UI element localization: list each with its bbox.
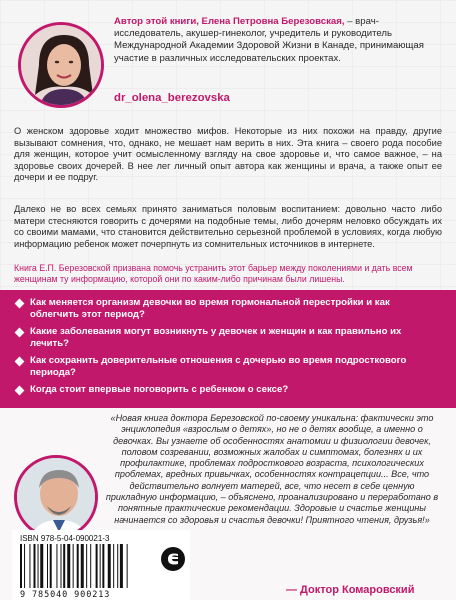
barcode-bar: [77, 544, 79, 588]
question-item: [16, 297, 436, 321]
question-item: [16, 355, 436, 379]
doctor-photo: [14, 455, 98, 539]
review-text: «Новая книга доктора Березовской по-своему уникальна: фактически это энциклопедия «взрослым о детях», но не о детях вообще, а именно о девочках. Вы узнаете об особенностях анатомии и физиологии девочек, половом созревании, возможных жалобах и симптомах, болезнях и их профилактике, проблемах подросткового возраста, психологических проблемах, вредных привычках, особенностях контрацепции... Все, что действительно волнует матерей, все, что несет в себе ценную прикладную информацию, – объяснено, проанализировано и переработано в понятные практические рекомендации. Здоровые и счастье женщины начинается со здоровья и счастья девочки! Приятного чтения, друзья!»: [105, 413, 439, 525]
barcode-bar: [127, 544, 128, 588]
intro-paragraph-2: Далеко не во всех семьях принято заниматься половым воспитанием: довольно часто либо матери стесняются говорить с дочерями на подобные темы, либо дочерям неловко обсуждать их со своими мамами, что становится действительно серьезной проблемой в условиях, когда любую информацию ребенок может почерпнуть из сомнительных источников в интернете.: [14, 204, 442, 249]
intro-paragraph-1: О женском здоровье ходит множество мифов. Некоторые из них похожи на правду, другие вызывают сомнения, что, однако, не мешает нам верить в них. Эта книга – своего рода пособие для женщин, которое учит осмысленному взгляду на свое здоровье и, что самое важное, – на здоровье своих дочерей. В нее лег личный опыт автора как женщины и врача, а также опыт ее дочери и ее подруг.: [14, 126, 442, 183]
diamond-bullet-icon: [15, 299, 25, 309]
barcode-bar: [34, 544, 36, 588]
question-text: Какие заболевания могут возникнуть у девочек и женщин и как правильно их лечить?: [30, 326, 402, 349]
barcode-bar: [86, 544, 87, 588]
barcode-bar: [47, 544, 48, 588]
barcode-bar: [61, 544, 62, 588]
isbn-box: [12, 530, 190, 600]
isbn-label: ISBN 978-5-04-090021-3: [20, 534, 110, 543]
barcode-bar: [102, 544, 104, 588]
author-photo: [18, 22, 104, 108]
question-text: Когда стоит впервые поговорить с ребенком о сексе?: [30, 384, 289, 395]
question-item: [16, 384, 436, 396]
accent-paragraph: Книга Е.П. Березовской призвана помочь устранить этот барьер между поколениями и дать всем женщинам ту информацию, которой они по каким-либо причинам были лишены.: [14, 263, 413, 284]
review-signature: — Доктор Комаровский: [286, 584, 415, 596]
questions-panel: [0, 290, 456, 408]
barcode-bar: [29, 544, 30, 588]
barcode-bar: [113, 544, 114, 588]
question-text: Как меняется организм девочки во время гормональной перестройки и как облегчить этот период?: [30, 297, 390, 320]
barcode-digits: 9 785040 900213: [20, 590, 111, 600]
barcode-bar: [56, 544, 57, 588]
author-handle[interactable]: dr_olena_berezovska: [114, 92, 230, 104]
author-bio-text: – врач-исследователь, акушер-гинеколог, учредитель и руководитель Международной Академии Здоровой Жизни в Канаде, принимающая участие в различных исследовательских проектах.: [114, 16, 424, 64]
barcode-bar: [120, 544, 123, 588]
author-bio: [114, 16, 444, 65]
barcode-graphic: [20, 544, 158, 588]
diamond-bullet-icon: [15, 357, 25, 367]
barcode-bar: [24, 544, 25, 588]
barcode-bar: [38, 544, 39, 588]
barcode-bar: [81, 544, 84, 588]
barcode-bar: [50, 544, 52, 588]
diamond-bullet-icon: [15, 386, 25, 396]
review-area: [0, 408, 456, 600]
publisher-logo-icon: [160, 546, 186, 572]
barcode-bar: [108, 544, 111, 588]
question-item: [16, 326, 436, 350]
barcode-bar: [67, 544, 70, 588]
barcode-bar: [40, 544, 43, 588]
question-text: Как сохранить доверительные отношения с дочерью во время подросткового периода?: [30, 355, 407, 378]
diamond-bullet-icon: [15, 328, 25, 338]
barcode-bar: [117, 544, 118, 588]
author-block: [10, 12, 446, 120]
barcode-bar: [96, 544, 98, 588]
barcode-bar: [20, 544, 22, 588]
barcode-bar: [73, 544, 74, 588]
author-name: Автор этой книги, Елена Петровна Березовская,: [114, 16, 345, 27]
barcode-bar: [100, 544, 101, 588]
barcode-bar: [90, 544, 91, 588]
barcode-bar: [63, 544, 65, 588]
